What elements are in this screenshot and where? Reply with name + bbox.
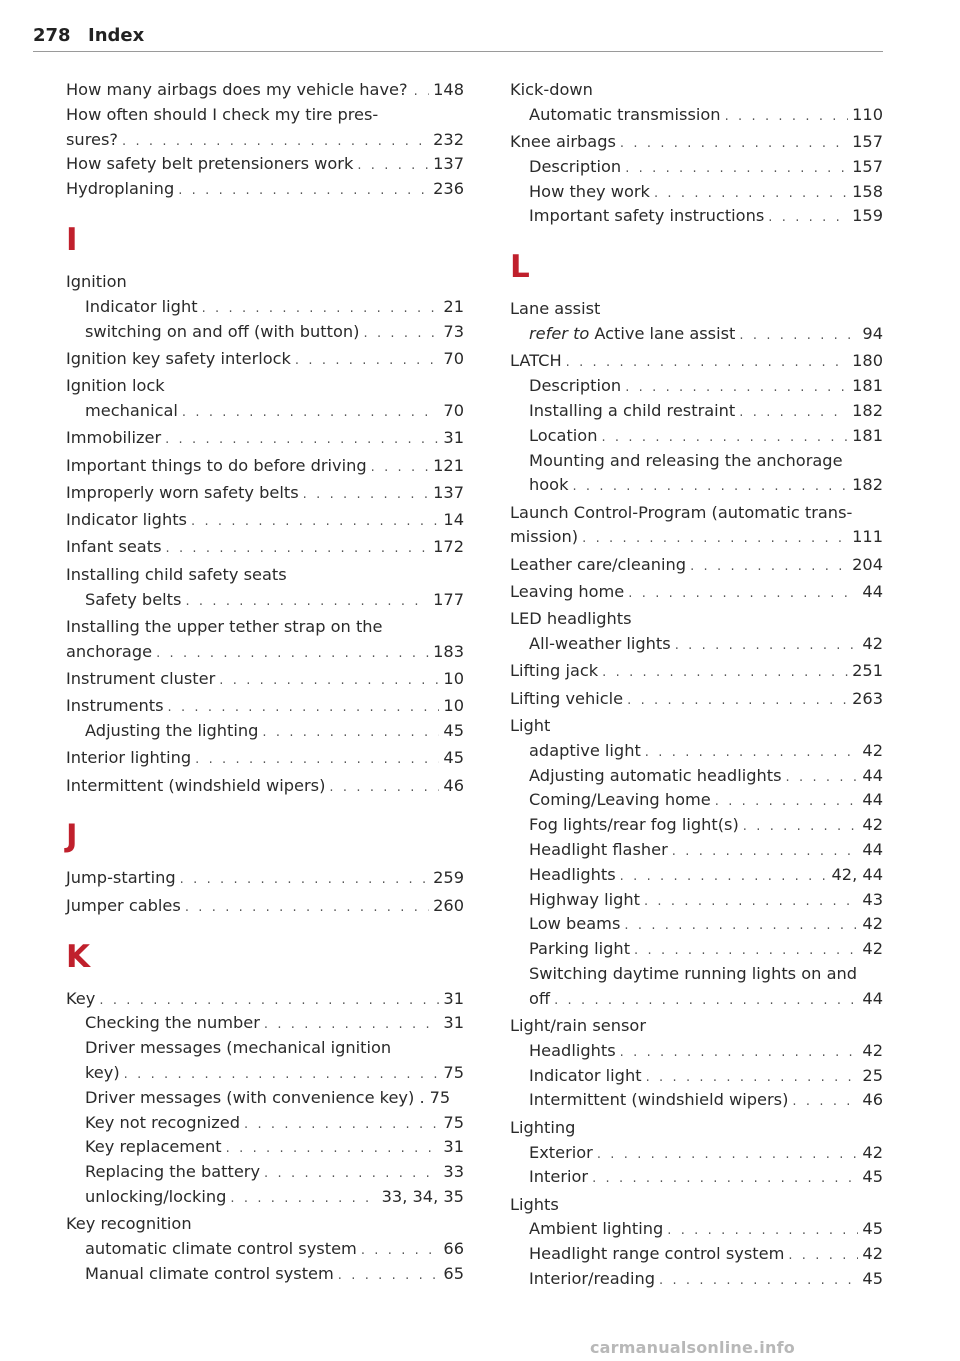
- index-subentry: Low beams . . . 42: [510, 912, 883, 937]
- index-subentry: How they work . . . 158: [510, 180, 883, 205]
- index-subentry: Headlights . . . 42: [510, 1039, 883, 1064]
- index-entry: Ignition: [66, 271, 127, 291]
- index-subentry: Interior/reading . . . 45: [510, 1267, 883, 1292]
- page-title: Index: [88, 25, 145, 46]
- index-subentry: Automatic transmission . . . 110: [510, 103, 883, 128]
- index-entry: Intermittent (windshield wipers) . . . 46: [66, 774, 464, 799]
- index-subentry: All-weather lights . . . 42: [510, 632, 883, 657]
- index-subentry: Parking light . . . 42: [510, 937, 883, 962]
- index-subentry: Adjusting automatic headlights . . . 44: [510, 764, 883, 789]
- section-letter-j: J: [66, 818, 78, 855]
- index-entry: Knee airbags . . . 157: [510, 130, 883, 155]
- index-subentry: Driver messages (mechanical ignition: [85, 1038, 392, 1058]
- index-entry: Launch Control-Program (automatic trans-: [510, 502, 853, 522]
- index-entry: Immobilizer . . . 31: [66, 426, 464, 451]
- index-entry: Lights: [510, 1194, 559, 1214]
- index-subentry: Switching daytime running lights on and: [529, 964, 858, 983]
- page-number: 278: [33, 25, 71, 46]
- index-subentry: Coming/Leaving home . . . 44: [510, 788, 883, 813]
- index-entry: Hydroplaning . . . 236: [66, 177, 464, 202]
- index-subentry: switching on and off (with button) . . . 73: [66, 320, 464, 345]
- index-entry: Instruments . . . 10: [66, 694, 464, 719]
- index-entry: How many airbags does my vehicle have? . . . 148: [66, 78, 464, 103]
- index-subentry: Description . . . 181: [510, 374, 883, 399]
- index-subentry: Mounting and releasing the anchorage: [529, 450, 843, 470]
- index-subentry: Checking the number . . . 31: [66, 1011, 464, 1036]
- index-entry: Installing child safety seats: [66, 564, 287, 584]
- page-header: [33, 22, 883, 54]
- index-subentry: Location . . . 181: [510, 424, 883, 449]
- index-entry: Lifting jack . . . 251: [510, 659, 883, 684]
- index-subentry: hook . . . 182: [510, 473, 883, 498]
- index-entry: anchorage . . . 183: [66, 640, 464, 665]
- index-subentry: off . . . 44: [510, 987, 883, 1012]
- section-letter-k: K: [66, 938, 91, 975]
- index-entry: LATCH . . . 180: [510, 349, 883, 374]
- index-subentry: Highway light . . . 43: [510, 888, 883, 913]
- index-entry: Light: [510, 716, 551, 736]
- index-subentry: key) . . . 75: [66, 1061, 464, 1086]
- index-entry: Key . . . 31: [66, 987, 464, 1012]
- index-entry: Infant seats . . . 172: [66, 535, 464, 560]
- index-entry: Important things to do before driving . . . 121: [66, 454, 464, 479]
- index-entry: Ignition key safety interlock . . . 70: [66, 347, 464, 372]
- index-subentry: Adjusting the lighting . . . 45: [66, 719, 464, 744]
- index-entry: mission) . . . 111: [510, 525, 883, 550]
- index-subentry: Headlights . . . 42, 44: [510, 863, 883, 888]
- index-entry: Ignition lock: [66, 376, 165, 396]
- index-entry: Installing the upper tether strap on the: [66, 616, 383, 636]
- section-letter-l: L: [510, 249, 530, 286]
- index-subentry: Description . . . 157: [510, 155, 883, 180]
- index-entry: Improperly worn safety belts . . . 137: [66, 481, 464, 506]
- index-subentry: Key not recognized . . . 75: [66, 1111, 464, 1136]
- watermark: carmanualsonline.info: [590, 1338, 795, 1357]
- index-entry: Indicator lights . . . 14: [66, 508, 464, 533]
- index-subentry: Driver messages (with convenience key) . 75: [85, 1087, 451, 1107]
- index-subentry: Ambient lighting . . . 45: [510, 1217, 883, 1242]
- index-subentry: Intermittent (windshield wipers) . . . 46: [510, 1088, 883, 1113]
- index-entry: Instrument cluster . . . 10: [66, 667, 464, 692]
- index-entry: Kick-down: [510, 80, 593, 99]
- index-subentry: Installing a child restraint . . . 182: [510, 399, 883, 424]
- header-divider: [33, 51, 883, 52]
- index-entry: Key recognition: [66, 1214, 192, 1234]
- index-entry: Light/rain sensor: [510, 1016, 646, 1036]
- index-subentry: unlocking/locking . . . 33, 34, 35: [66, 1185, 464, 1210]
- index-subentry: mechanical . . . 70: [66, 399, 464, 424]
- index-subentry: adaptive light . . . 42: [510, 739, 883, 764]
- index-subentry: Interior . . . 45: [510, 1165, 883, 1190]
- index-entry: sures? . . . 232: [66, 128, 464, 153]
- index-subentry: Fog lights/rear fog light(s) . . . 42: [510, 813, 883, 838]
- index-subentry: Safety belts . . . 177: [66, 588, 464, 613]
- index-entry: How often should I check my tire pres-: [66, 104, 379, 124]
- index-subentry: Important safety instructions . . . 159: [510, 204, 883, 229]
- index-entry: Leather care/cleaning . . . 204: [510, 553, 883, 578]
- index-entry: How safety belt pretensioners work . . . 137: [66, 152, 464, 177]
- index-subentry: Key replacement . . . 31: [66, 1135, 464, 1160]
- index-entry: LED headlights: [510, 609, 632, 629]
- index-entry: Interior lighting . . . 45: [66, 746, 464, 771]
- index-entry: Lighting: [510, 1117, 576, 1137]
- index-subentry: Headlight flasher . . . 44: [510, 838, 883, 863]
- index-entry: Lifting vehicle . . . 263: [510, 687, 883, 712]
- index-subentry: Replacing the battery . . . 33: [66, 1160, 464, 1185]
- cross-reference-label: refer to: [529, 324, 590, 344]
- index-subentry: refer to Active lane assist . . . 94: [510, 322, 883, 347]
- index-subentry: Indicator light . . . 25: [510, 1064, 883, 1089]
- index-subentry: Exterior . . . 42: [510, 1141, 883, 1166]
- index-subentry: automatic climate control system . . . 66: [66, 1237, 464, 1262]
- index-subentry: Manual climate control system . . . 65: [66, 1262, 464, 1287]
- index-column-left: [66, 78, 464, 1287]
- index-entry: Jumper cables . . . 260: [66, 894, 464, 919]
- section-letter-i: I: [66, 221, 78, 258]
- index-subentry: Headlight range control system . . . 42: [510, 1242, 883, 1267]
- index-entry: Jump-starting . . . 259: [66, 866, 464, 891]
- index-column-right: [510, 78, 883, 1292]
- index-entry: Lane assist: [510, 299, 601, 319]
- index-subentry: Indicator light . . . 21: [66, 295, 464, 320]
- index-entry: Leaving home . . . 44: [510, 580, 883, 605]
